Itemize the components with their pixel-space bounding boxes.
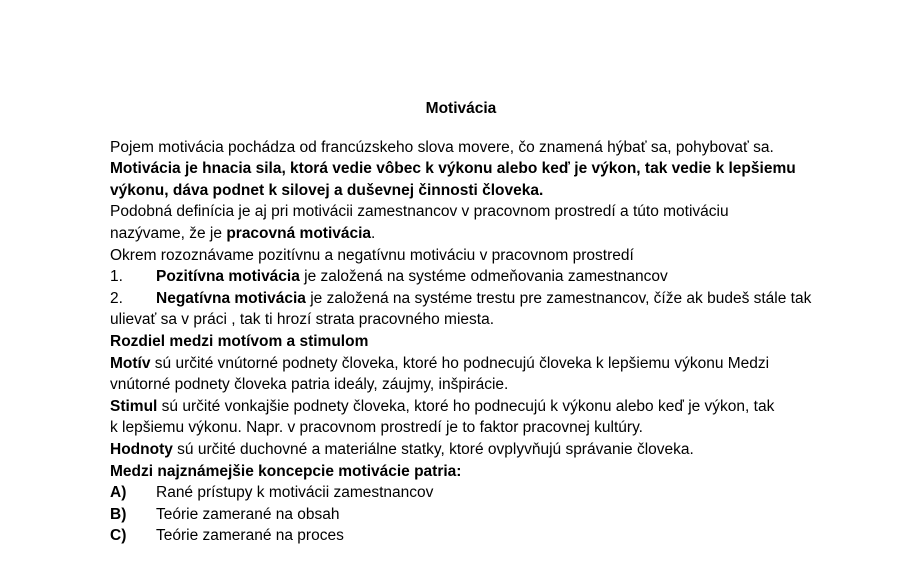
bold-term: Negatívna motivácia: [156, 289, 306, 307]
item-number: 2.: [110, 289, 123, 307]
paragraph-line: [110, 353, 840, 375]
text-span: sú určité vonkajšie podnety človeka, ktoré ho podnecujú k výkonu alebo keď je výkon, tak: [157, 397, 775, 415]
bold-term: Motív: [110, 354, 151, 372]
document-page: [110, 98, 840, 547]
item-letter: C): [110, 527, 127, 545]
bold-term: Hodnoty: [110, 440, 173, 458]
item-number: 1.: [110, 268, 123, 286]
bold-term: Stimul: [110, 397, 158, 415]
bold-term: Pozitívna motivácia: [156, 268, 300, 286]
text-span: nazývame, že je: [110, 224, 227, 242]
section-heading: Medzi najznámejšie koncepcie motivácie patria:: [110, 462, 462, 480]
item-text: Teórie zamerané na proces: [156, 527, 344, 545]
paragraph-line-bold: výkonu, dáva podnet k silovej a duševnej činnosti človeka.: [110, 181, 544, 199]
item-letter: A): [110, 484, 127, 502]
item-text: Teórie zamerané na obsah: [156, 505, 340, 523]
paragraph-line: [110, 223, 840, 245]
numbered-item: [110, 288, 840, 310]
text-span: sú určité vnútorné podnety človeka, ktoré ho podnecujú človeka k lepšiemu výkonu Medzi: [150, 354, 770, 372]
item-letter: B): [110, 505, 127, 523]
concept-item: [110, 482, 840, 504]
paragraph-line: Podobná definícia je aj pri motivácii zamestnancov v pracovnom prostredí a túto motiváciu: [110, 203, 729, 221]
paragraph-line: [110, 396, 840, 418]
paragraph-line: [110, 439, 840, 461]
concept-item: [110, 525, 840, 547]
paragraph-line-bold: Motivácia je hnacia sila, ktorá vedie vôbec k výkonu alebo keď je výkon, tak vedie k lepšiemu: [110, 160, 796, 178]
paragraph-line: k lepšiemu výkonu. Napr. v pracovnom prostredí je to faktor pracovnej kultúry.: [110, 419, 643, 437]
item-text: Rané prístupy k motivácii zamestnancov: [156, 484, 434, 502]
text-span: je založená na systéme trestu pre zamestnancov, číže ak budeš stále tak: [305, 289, 812, 307]
numbered-item: [110, 266, 840, 288]
text-span: sú určité duchovné a materiálne statky, ktoré ovplyvňujú správanie človeka.: [172, 440, 694, 458]
section-heading: Rozdiel medzi motívom a stimulom: [110, 332, 369, 350]
paragraph-line: ulievať sa v práci , tak ti hrozí strata pracovného miesta.: [110, 311, 495, 329]
paragraph-line: Okrem rozoznávame pozitívnu a negatívnu motiváciu v pracovnom prostredí: [110, 246, 634, 264]
document-title: Motivácia: [425, 100, 497, 117]
concept-item: [110, 504, 840, 526]
bold-term: pracovná motivácia: [226, 224, 372, 242]
text-span: .: [371, 224, 376, 242]
paragraph-line: vnútorné podnety človeka patria ideály, záujmy, inšpirácie.: [110, 376, 509, 394]
paragraph-line: Pojem motivácia pochádza od francúzskeho slova movere, čo znamená hýbať sa, pohybovať sa.: [110, 138, 774, 156]
text-span: je založená na systéme odmeňovania zamestnancov: [299, 268, 668, 286]
